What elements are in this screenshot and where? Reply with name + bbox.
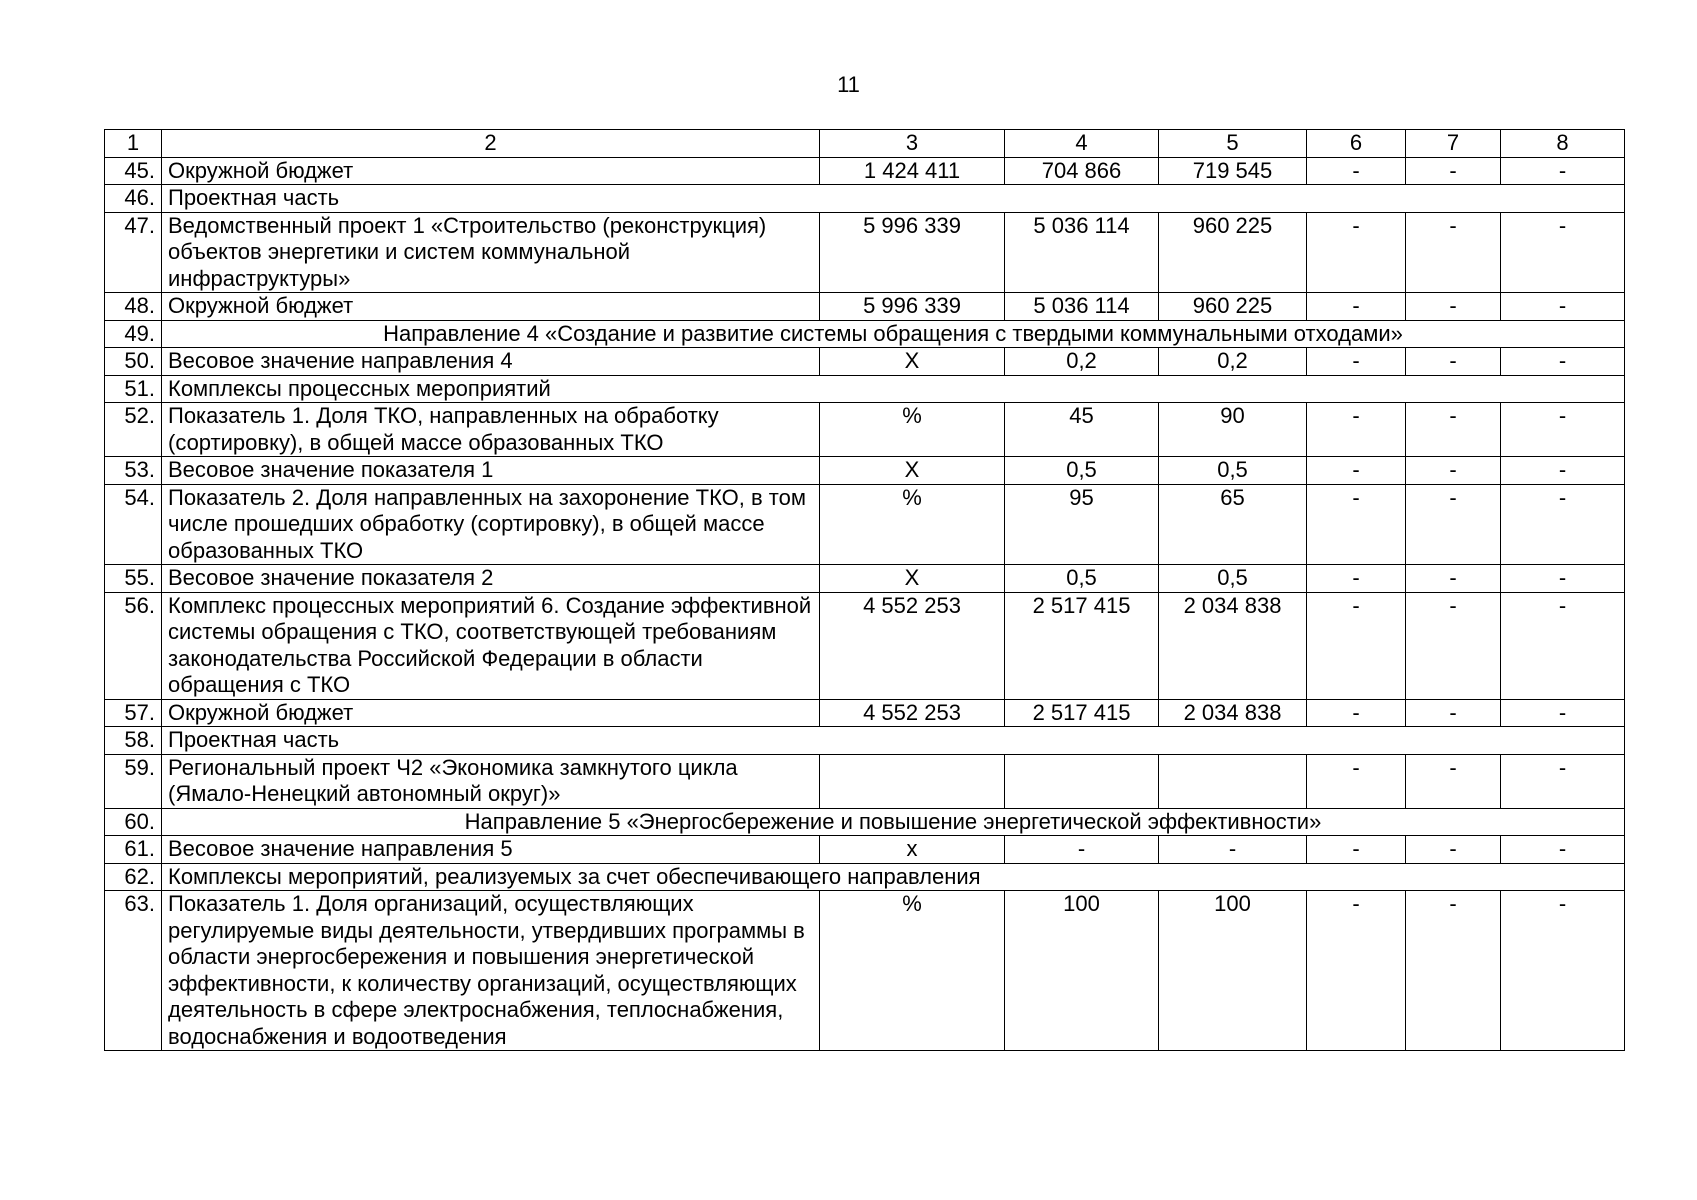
value-cell: - [1159, 836, 1307, 864]
row-name-cell: Окружной бюджет [162, 293, 820, 321]
value-cell: 100 [1159, 891, 1307, 1051]
table-row [105, 699, 1625, 727]
value-cell: - [1501, 754, 1625, 808]
row-name-cell: Весовое значение показателя 1 [162, 457, 820, 485]
row-name-cell: Весовое значение направления 5 [162, 836, 820, 864]
header-cell: 2 [162, 130, 820, 158]
value-cell: 5 036 114 [1005, 212, 1159, 293]
row-number-cell: 60. [105, 808, 162, 836]
value-cell: 0,5 [1159, 457, 1307, 485]
header-cell: 1 [105, 130, 162, 158]
value-cell: - [1307, 157, 1406, 185]
value-cell: 1 424 411 [820, 157, 1005, 185]
group-heading-cell: Проектная часть [162, 185, 1625, 213]
value-cell: % [820, 403, 1005, 457]
row-name-cell: Показатель 1. Доля организаций, осуществляющих регулируемые виды деятельности, утвердивших программы в области энергосбережения и повышения энергетической эффективности, к количеству организаций, осуществляющих деятельность в сфере электроснабжения, теплоснабжения, водоснабжения и водоотведения [162, 891, 820, 1051]
table-row [105, 403, 1625, 457]
value-cell: - [1307, 348, 1406, 376]
table-row [105, 891, 1625, 1051]
row-name-cell: Окружной бюджет [162, 699, 820, 727]
table-row [105, 348, 1625, 376]
value-cell: 0,2 [1005, 348, 1159, 376]
section-heading-cell: Направление 4 «Создание и развитие системы обращения с твердыми коммунальными отходами» [162, 320, 1625, 348]
value-cell: 100 [1005, 891, 1159, 1051]
value-cell: - [1501, 565, 1625, 593]
section-heading-cell: Направление 5 «Энергосбережение и повышение энергетической эффективности» [162, 808, 1625, 836]
value-cell: 2 034 838 [1159, 699, 1307, 727]
value-cell: - [1501, 836, 1625, 864]
table-row [105, 320, 1625, 348]
row-number-cell: 48. [105, 293, 162, 321]
value-cell: х [820, 836, 1005, 864]
value-cell: - [1501, 293, 1625, 321]
row-number-cell: 51. [105, 375, 162, 403]
group-heading-cell: Проектная часть [162, 727, 1625, 755]
value-cell: - [1406, 699, 1501, 727]
row-number-cell: 47. [105, 212, 162, 293]
value-cell: - [1406, 836, 1501, 864]
value-cell: 719 545 [1159, 157, 1307, 185]
value-cell: 0,5 [1159, 565, 1307, 593]
table-row [105, 185, 1625, 213]
table-body [105, 157, 1625, 1051]
header-row [105, 130, 1625, 158]
row-name-cell: Окружной бюджет [162, 157, 820, 185]
row-number-cell: 57. [105, 699, 162, 727]
row-name-cell: Весовое значение направления 4 [162, 348, 820, 376]
value-cell: - [1501, 348, 1625, 376]
value-cell: 0,5 [1005, 565, 1159, 593]
value-cell: - [1307, 457, 1406, 485]
table-row [105, 808, 1625, 836]
value-cell: 65 [1159, 484, 1307, 565]
value-cell: 960 225 [1159, 293, 1307, 321]
row-number-cell: 53. [105, 457, 162, 485]
value-cell: - [1406, 565, 1501, 593]
value-cell: % [820, 891, 1005, 1051]
value-cell: - [1406, 293, 1501, 321]
value-cell: - [1307, 212, 1406, 293]
value-cell: - [1307, 754, 1406, 808]
table-row [105, 592, 1625, 699]
table-row [105, 836, 1625, 864]
row-number-cell: 52. [105, 403, 162, 457]
value-cell: 2 517 415 [1005, 699, 1159, 727]
row-number-cell: 49. [105, 320, 162, 348]
value-cell: - [1307, 891, 1406, 1051]
row-name-cell: Показатель 2. Доля направленных на захоронение ТКО, в том числе прошедших обработку (сортировку), в общей массе образованных ТКО [162, 484, 820, 565]
table-row [105, 727, 1625, 755]
value-cell: 95 [1005, 484, 1159, 565]
table-row [105, 212, 1625, 293]
table-row [105, 375, 1625, 403]
row-number-cell: 61. [105, 836, 162, 864]
value-cell: X [820, 565, 1005, 593]
value-cell: 4 552 253 [820, 592, 1005, 699]
value-cell: - [1501, 157, 1625, 185]
table-row [105, 293, 1625, 321]
value-cell: - [1406, 484, 1501, 565]
value-cell: 0,2 [1159, 348, 1307, 376]
value-cell: - [1501, 592, 1625, 699]
table-row [105, 565, 1625, 593]
page-number: 11 [837, 72, 860, 97]
indicators-table [104, 129, 1625, 1051]
value-cell: - [1501, 457, 1625, 485]
value-cell: - [1307, 592, 1406, 699]
value-cell: - [1307, 836, 1406, 864]
value-cell [1005, 754, 1159, 808]
row-number-cell: 63. [105, 891, 162, 1051]
header-cell: 8 [1501, 130, 1625, 158]
row-name-cell: Весовое значение показателя 2 [162, 565, 820, 593]
value-cell: - [1307, 484, 1406, 565]
value-cell: - [1406, 348, 1501, 376]
header-cell: 3 [820, 130, 1005, 158]
value-cell: - [1501, 212, 1625, 293]
value-cell: - [1307, 565, 1406, 593]
value-cell: % [820, 484, 1005, 565]
value-cell: - [1501, 403, 1625, 457]
value-cell: 704 866 [1005, 157, 1159, 185]
table-row [105, 863, 1625, 891]
value-cell: - [1406, 212, 1501, 293]
row-number-cell: 62. [105, 863, 162, 891]
table-row [105, 754, 1625, 808]
value-cell: - [1307, 293, 1406, 321]
value-cell: 45 [1005, 403, 1159, 457]
value-cell: 90 [1159, 403, 1307, 457]
value-cell: X [820, 348, 1005, 376]
group-heading-cell: Комплексы мероприятий, реализуемых за счет обеспечивающего направления [162, 863, 1625, 891]
value-cell: X [820, 457, 1005, 485]
header-cell: 5 [1159, 130, 1307, 158]
value-cell: 2 034 838 [1159, 592, 1307, 699]
value-cell: 5 996 339 [820, 212, 1005, 293]
row-name-cell: Ведомственный проект 1 «Строительство (реконструкция) объектов энергетики и систем коммунальной инфраструктуры» [162, 212, 820, 293]
group-heading-cell: Комплексы процессных мероприятий [162, 375, 1625, 403]
value-cell: 960 225 [1159, 212, 1307, 293]
value-cell: - [1307, 699, 1406, 727]
value-cell: - [1406, 754, 1501, 808]
table-row [105, 457, 1625, 485]
value-cell: - [1307, 403, 1406, 457]
header-cell: 4 [1005, 130, 1159, 158]
table-row [105, 157, 1625, 185]
value-cell: 4 552 253 [820, 699, 1005, 727]
row-number-cell: 56. [105, 592, 162, 699]
value-cell: - [1501, 891, 1625, 1051]
row-number-cell: 50. [105, 348, 162, 376]
value-cell: - [1406, 592, 1501, 699]
row-number-cell: 58. [105, 727, 162, 755]
value-cell [820, 754, 1005, 808]
value-cell: 0,5 [1005, 457, 1159, 485]
row-number-cell: 45. [105, 157, 162, 185]
table-row [105, 484, 1625, 565]
row-name-cell: Комплекс процессных мероприятий 6. Создание эффективной системы обращения с ТКО, соответствующей требованиям законодательства Российской Федерации в области обращения с ТКО [162, 592, 820, 699]
row-number-cell: 59. [105, 754, 162, 808]
value-cell: - [1406, 403, 1501, 457]
header-cell: 7 [1406, 130, 1501, 158]
value-cell [1159, 754, 1307, 808]
value-cell: - [1005, 836, 1159, 864]
row-number-cell: 54. [105, 484, 162, 565]
row-number-cell: 55. [105, 565, 162, 593]
value-cell: - [1406, 457, 1501, 485]
row-name-cell: Региональный проект Ч2 «Экономика замкнутого цикла (Ямало-Ненецкий автономный округ)» [162, 754, 820, 808]
value-cell: - [1406, 157, 1501, 185]
value-cell: 2 517 415 [1005, 592, 1159, 699]
value-cell: - [1406, 891, 1501, 1051]
value-cell: - [1501, 484, 1625, 565]
value-cell: 5 996 339 [820, 293, 1005, 321]
value-cell: 5 036 114 [1005, 293, 1159, 321]
header-cell: 6 [1307, 130, 1406, 158]
row-name-cell: Показатель 1. Доля ТКО, направленных на обработку (сортировку), в общей массе образованных ТКО [162, 403, 820, 457]
row-number-cell: 46. [105, 185, 162, 213]
value-cell: - [1501, 699, 1625, 727]
